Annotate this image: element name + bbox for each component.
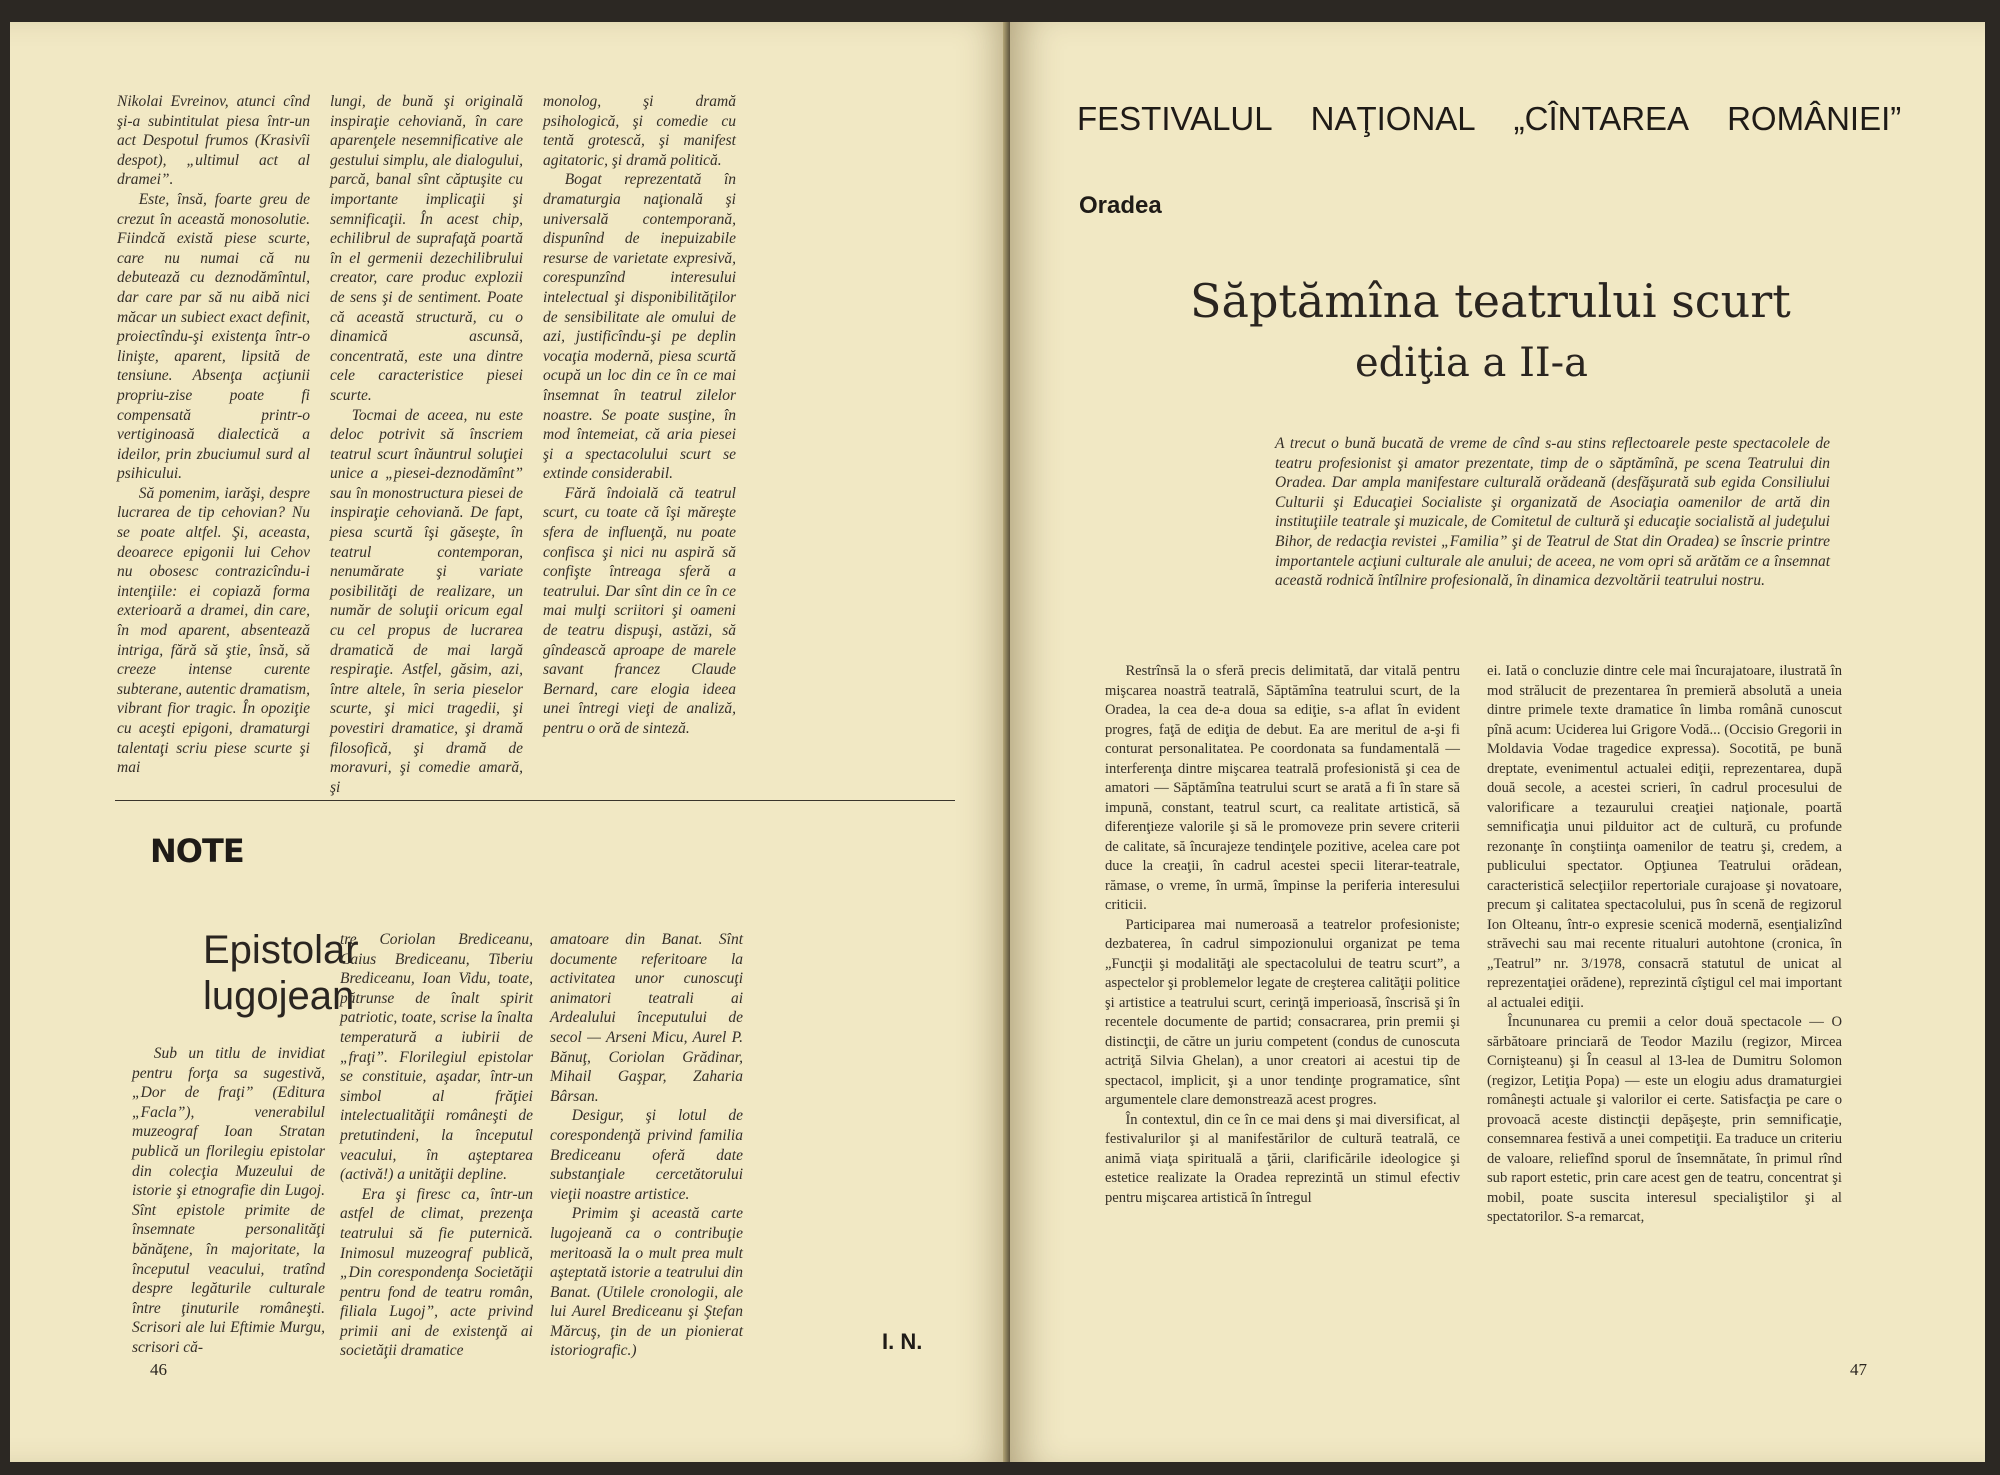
paragraph: Tocmai de aceea, nu este deloc potrivit să înscriem teatrul scurt înăuntrul soluţiei unice a „piesei-deznodămînt” sau în monostructura piesei de inspiraţie cehoviană. De fapt, piesa scurtă îşi găseşte, în teatrul contemporan, nenumărate şi variate posibilităţi de realizare, un număr de soluţii oricum egal cu cel propus de lucrarea dramatică de mai largă respiraţie. Astfel, găsim, azi, între altele, în seria pieselor scurte, şi mici tragedii, şi povestiri dramatice, şi dramă filosofică, şi dramă de moravuri, şi comedie amară, şi [330,406,523,796]
article-column-2 [330,92,523,797]
notes-section-title: NOTE [150,832,244,870]
festival-word: „CÎNTAREA [1513,100,1690,137]
note-column-1 [132,1044,325,1358]
paragraph: Desigur, şi lotul de corespondenţă privind familia Brediceanu oferă date substanţiale cercetătorului vieţii noastre artistice. [550,1107,743,1203]
festival-word: ROMÂNIEI” [1727,100,1902,137]
paragraph: Să pomenim, iarăşi, despre lucrarea de tip cehovian? Nu se poate altfel. Şi, aceasta, deoarece epigonii lui Cehov nu obosesc contrazicîndu-i intenţiile: ei copiază forma exterioară a dramei, din care, în mod aparent, absentează intriga, fără să ştie, însă, să creeze intense curente subterane, autentic dramatism, vibrant fior tragic. În opoziţie cu aceşti epigoni, dramaturgi talentaţi scriu piese scurte şi mai [117,484,310,777]
page-number: 46 [150,1360,167,1379]
paragraph: În contextul, din ce în ce mai dens şi mai diversificat, al festivalurilor şi al manifestărilor de cultură teatrală, ce animă viaţa spirituală a ţării, clarificările ideologice şi estetice realizate la Oradea reprezintă un stimul efectiv pentru mişcarea artistică în întregul [1105,1111,1460,1206]
paragraph: Este, însă, foarte greu de crezut în această monosolutie. Fiindcă există piese scurte, care nu numai că nu debutează cu deznodămîntul, dar care par să nu aibă nici măcar un subiect exact definit, proiectîndu-şi existenţa într-o linişte, aparent, lipsită de tensiune. Absenţa acţiunii propriu-zise poate fi compensată printr-o vertiginoasă dialectică a ideilor, prin zbuciumul surd al psihicului. [117,190,310,483]
paragraph: ei. Iată o concluzie dintre cele mai încurajatoare, ilustrată în mod strălucit de prezentarea în premieră absolută a uneia dintre primele texte dramatice în limba română cunoscut pînă acum: Uciderea lui Grigore Vodă... (Occisio Gregorii in Moldavia Vodae tragedice expressa). Socotită, pe bună dreptate, evenimentul actualei ediţii, reprezentarea, după două secole, a acestei scrieri, în cadrul procesului de valorificare a tezaurului creaţiei naţionale, poartă semnificaţia unui pilduitor act de cultură, cu profunde rezonanţe în conştiinţa oamenilor de teatru şi, credem, a publicului spectator. Opţiunea Teatrului orădean, caracteristică selecţiilor repertoriale curajoase şi novatoare, precum şi calitatea spectacolului, pus în scenă de regizorul Ion Olteanu, într-o expresie scenică modernă, esenţializînd străvechi sau mai recente ritualuri autohtone (cronica, în „Teatrul” nr. 3/1978, consacră statutul de unicat al reprezentaţiei orădene), reprezintă cîştigul cel mai important al actualei ediţii. [1487,663,1842,1011]
section-rule [115,800,955,801]
page-number: 47 [1850,1360,1867,1379]
author-signature: I. N. [882,1329,923,1354]
body-column-2 [1487,662,1842,1228]
paragraph: lungi, de bună şi originală inspiraţie cehoviană, în care aparenţele nesemnificative ale gestului simplu, ale dialogului, parcă, banal sînt căptuşite cu importante implicaţii şi semnificaţii. În acest chip, echilibrul de suprafaţă poartă în el germenii dezechilibrului creator, care produc explozii de sens şi de sentiment. Poate că această structură, cu o dinamică ascunsă, concentrată, este una dintre cele caracteristice piesei scurte. [330,93,523,404]
paragraph: Primim şi această carte lugojeană ca o contribuţie meritoasă la o mult prea mult aşteptată istorie a teatrului din Banat. (Utilele cronologii, ale lui Aurel Brediceanu şi Ştefan Mărcuş, ţin de un pionierat istoriografic.) [550,1205,743,1360]
article-lead: A trecut o bună bucată de vreme de cînd s-au stins reflectoarele peste spectacolele de teatru profesionist şi amator prezentate, timp de o săptămînă, pe scena Teatrului din Oradea. Dar ampla manifestare culturală orădeană (desfăşurată sub egida Consiliului Culturii şi Educaţiei Socialiste şi organizată de Asociaţia oamenilor de artă din instituţiile teatrale şi muzicale, de Comitetul de cultură şi educaţie socialistă al judeţului Bihor, de redacţia revistei „Familia” şi de Teatrul de Stat din Oradea) se înscrie printre importantele acţiuni culturale ale anului; de aceea, ne vom opri să arătăm ce a însemnat această rodnică întîlnire profesională, în dinamica dezvoltării teatrului nostru. [1275,435,1830,590]
paragraph: Încununarea cu premii a celor două spectacole — O sărbătoare princiară de Teodor Mazilu (regizor, Mircea Cornişteanu) şi În ceasul al 13-lea de Dumitru Solomon (regizor, Letiţia Popa) — este un elogiu adus dramaturgiei româneşti actuale şi valorilor ei certe. Satisfacţia pe care o provoacă aceste distincţii depăşeşte, prin semnificaţie, consemnarea festivă a unei competiţii. Ea traduce un criteriu de valoare, reliefînd sporul de însemnătate, în primul rînd sub raport estetic, prin care acest gen de teatru, concentrat şi mobil, poate suscita interesul specialiştilor şi al spectatorilor. S-a remarcat, [1487,1014,1842,1225]
left-page [10,22,1010,1462]
paragraph: Restrînsă la o sferă precis delimitată, dar vitală pentru mişcarea noastră teatrală, Săptămîna teatrului scurt, de la Oradea, la cea de-a doua sa ediţie, s-a aflat în evident progres, faţă de ediţia de debut. Ea are meritul de a-şi fi conturat personalitatea. Pe coordonata sa fundamentală — interferenţa dintre mişcarea teatrală profesionistă şi cea de amatori — Săptămîna teatrului scurt se arată a fi în stare să impună, constant, teatrul scurt, ca realitate artistică, să diferenţieze valorile şi să le promoveze prin severe criterii de calitate, să încurajeze tendinţele pozitive, acelea care pot duce la creaţii, în cadrul acestei specii literar-teatrale, rămase, o vreme, în urmă, împinse la periferia interesului criticii. [1105,663,1460,913]
article-column-1 [117,92,310,778]
paragraph: Participarea mai numeroasă a teatrelor profesioniste; dezbaterea, în cadrul simpozionului organizat pe tema „Funcţii şi modalităţi ale spectacolului de teatru scurt”, a aspectelor şi problemelor legate de creşterea calităţii politice şi artistice a teatrului scurt, cerinţă imperioasă, înscrisă şi în recentele documente de partid; consacrarea, prin premii şi distincţii, de către un juriu competent (condus de cunoscuta actriţă Silvia Ghelan), a unor creatori ai acestui tip de spectacol, implicit, şi a unor tendinţe programatice, sînt argumentele clare demonstrează acest progres. [1105,916,1460,1108]
festival-word: FESTIVALUL [1077,100,1273,137]
body-column-1 [1105,662,1460,1208]
article-column-3 [543,92,736,739]
paragraph: tre Coriolan Brediceanu, Caius Brediceanu, Tiberiu Brediceanu, Ioan Vidu, toate, pătrunse de înalt spirit patriotic, toate, scrise la înalta temperatură a iubirii de „fraţi”. Florilegiul epistolar se constituie, aşadar, într-un simbol al frăţiei intelectualităţii româneşti de pretutindeni, la începutul veacului, în aşteptarea (activă!) a unităţii depline. [340,931,533,1184]
paragraph: amatoare din Banat. Sînt documente referitoare la activitatea unor cunoscuţi animatori teatrali ai Ardealului începutului de secol — Arseni Micu, Aurel P. Bănuţ, Coriolan Grădinar, Mihail Gaşpar, Zaharia Bârsan. [550,931,743,1105]
article-subheadline: ediţia a II-a [1355,340,1589,386]
note-column-2 [340,930,533,1361]
festival-banner [1077,100,1939,138]
paragraph: Nikolai Evreinov, atunci cînd şi-a subintitulat piesa într-un act Despotul frumos (Krasivîi despot), „ultimul act al dramei”. [117,93,310,189]
festival-word: NAŢIONAL [1310,100,1476,137]
right-page [1010,22,1985,1462]
paragraph: Era şi firesc ca, într-un astfel de climat, prezenţa teatrului să fie puternică. Inimosul muzeograf publică, „Din corespondenţa Societăţii pentru fond de teatru român, filiala Lugoj”, acte privind primii ani de existenţă ai societăţii dramatice [340,1185,533,1360]
paragraph: Bogat reprezentată în dramaturgia naţională şi universală contemporană, dispunînd de inepuizabile resurse de varietate expresivă, corespunzînd interesului intelectual şi disponibilităţilor de sensibilitate ale omului de azi, justificîndu-şi pe deplin vocaţia modernă, piesa scurtă ocupă un loc din ce în ce mai însemnat în teatrul zilelor noastre. Se poate susţine, în mod întemeiat, că aria piesei şi a spectacolului scurt se extinde considerabil. [543,171,736,483]
note-column-3 [550,930,743,1361]
note-heading-line: Epistolar [203,928,359,972]
note-heading-line: lugojean [203,974,355,1018]
note-heading [203,927,359,1019]
article-headline: Săptămîna teatrului scurt [1190,274,1791,328]
paragraph: monolog, şi dramă psihologică, şi comedie cu tentă grotescă, şi manifest agitatoric, şi dramă politică. [543,93,736,169]
city-subtitle: Oradea [1079,192,1162,219]
paragraph: Fără îndoială că teatrul scurt, cu toate că îşi măreşte sfera de influenţă, nu poate confisca şi nici nu aspiră să confişte întreaga sferă a teatrului. Dar sînt din ce în ce mai mulţi scriitori şi oameni de teatru dispuşi, astăzi, să gîndească aproape de marele savant francez Claude Bernard, care elogia ideea unei întregi vieţi de analiză, pentru o oră de sinteză. [543,484,736,737]
paragraph: Sub un titlu de invidiat pentru forţa sa sugestivă, „Dor de fraţi” (Editura „Facla”), venerabilul muzeograf Ioan Stratan publică un florilegiu epistolar din colecţia Muzeului de istorie şi etnografie din Lugoj. Sînt epistole primite de însemnate personalităţi bănăţene, în majoritate, la începutul veacului, tratînd despre legăturile culturale între ţinuturile româneşti. Scrisori ale lui Eftimie Murgu, scrisori că- [132,1045,325,1356]
